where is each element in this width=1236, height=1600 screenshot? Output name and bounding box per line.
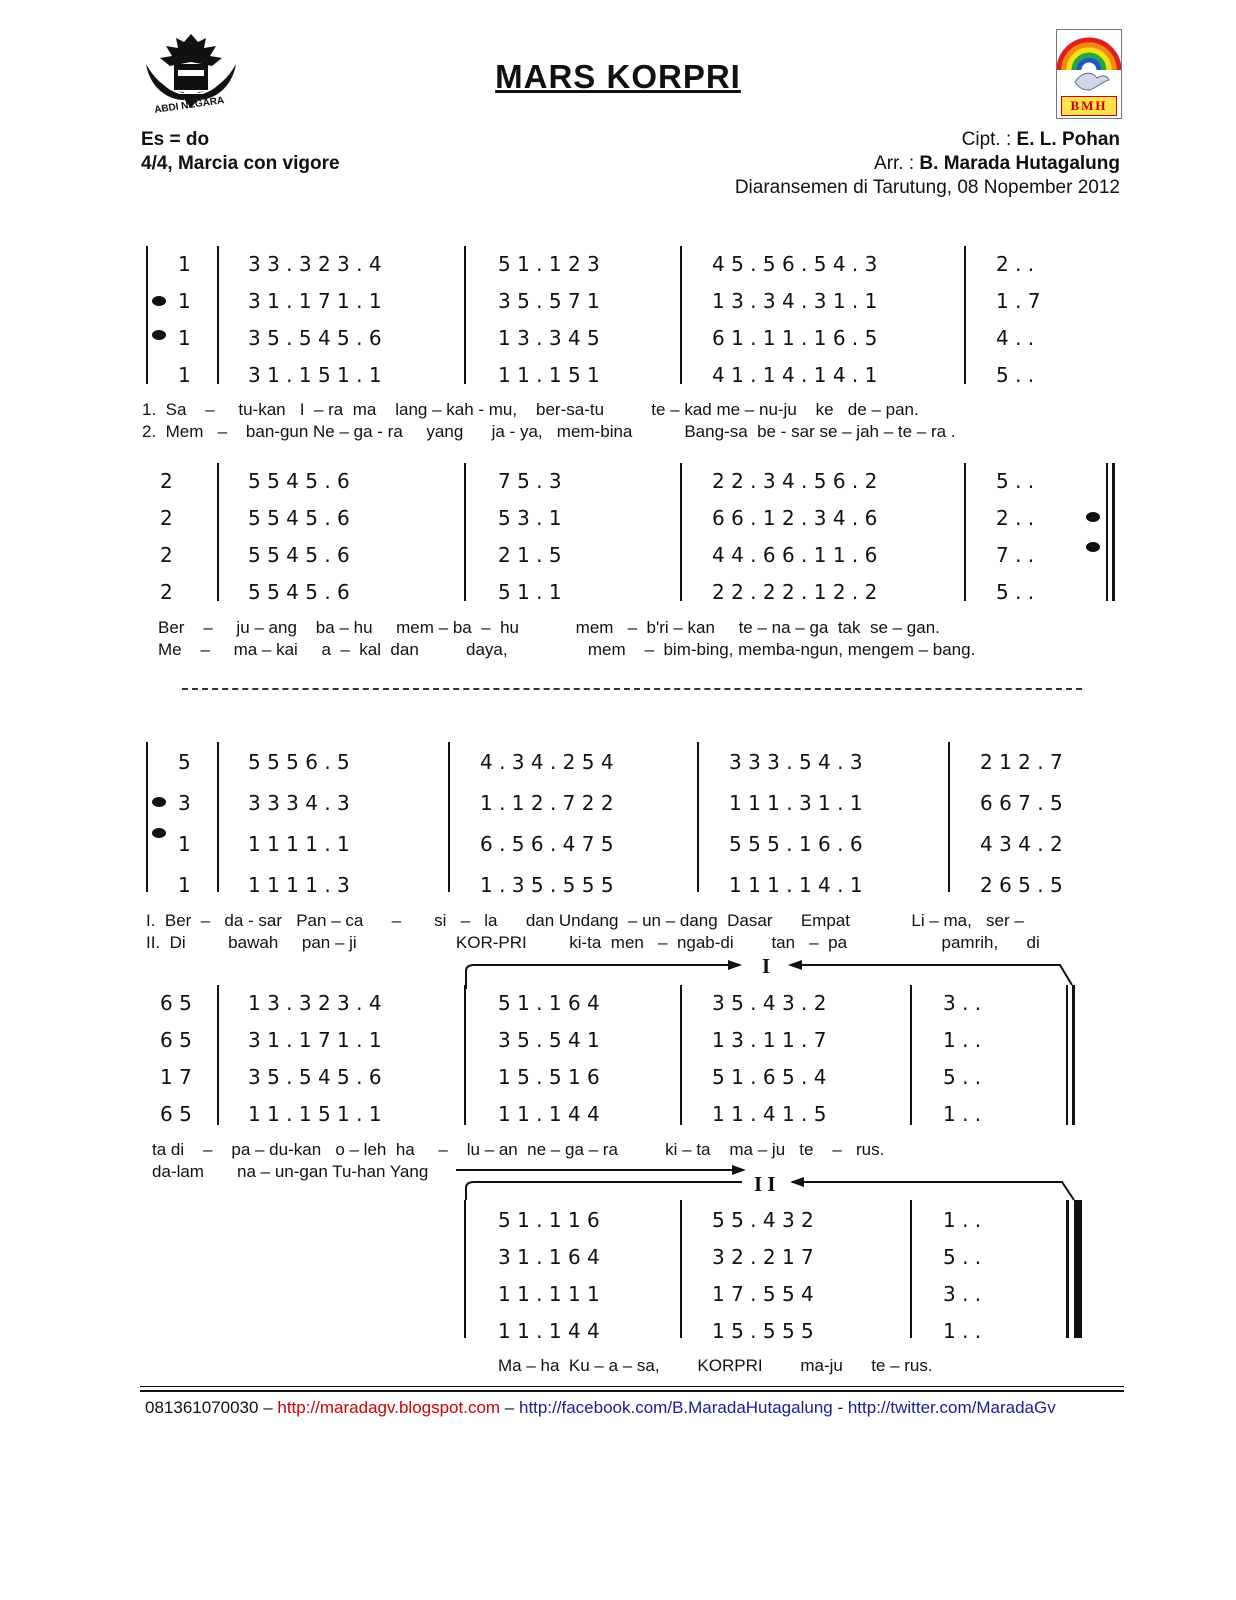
composer-credit: Cipt. : E. L. Pohan [961,129,1120,150]
measure-notes: 4 . . [996,326,1035,350]
measure-notes: 1 5 . 5 5 5 [712,1319,814,1343]
lyrics-verse-2: 2. Mem – ban-gun Ne – ga - ra yang ja - ya, mem-bina Bang-sa be - sar se – jah – te – ra . [142,422,956,441]
measure-notes: 7 . . [996,543,1035,567]
logo-bmh [1056,29,1122,119]
measure-notes: 6 6 7 . 5 [980,791,1063,815]
page-title: MARS KORPRI [495,58,741,95]
lyrics-verse-1: Ber – ju – ang ba – hu mem – ba – hu mem – b'ri – kan te – na – ga tak se – gan. [158,618,940,637]
arranger-credit: Arr. : B. Marada Hutagalung [874,153,1120,174]
measure-notes: 2 . . [996,252,1035,276]
measure-notes: 3 5 . 5 4 5 . 6 [248,1065,382,1089]
measure-notes: 5 . . [943,1065,982,1089]
measure-notes: 3 5 . 5 4 1 [498,1028,600,1052]
measure-notes: 1 5 . 5 1 6 [498,1065,600,1089]
measure-notes: 1 1 1 1 . 3 [248,873,350,897]
repeat-dot [152,797,166,807]
measure-notes: 1 . 1 2 . 7 2 2 [480,791,614,815]
separator: – [500,1398,519,1417]
measure-notes: 6 6 . 1 2 . 3 4 . 6 [712,506,878,530]
chord-col-1: 6 5 [160,1028,192,1052]
lyrics-verse-1: 1. Sa – tu-kan I – ra ma lang – kah - mu, ber-sa-tu te – kad me – nu-ju ke de – pan. [142,400,919,419]
measure-notes: 1 7 . 5 5 4 [712,1282,814,1306]
measure-notes: 3 5 . 4 3 . 2 [712,991,827,1015]
measure-notes: 5 1 . 1 6 4 [498,991,600,1015]
measure-notes: 5 1 . 1 2 3 [498,252,600,276]
twitter-link[interactable]: http://twitter.com/MaradaGv [847,1398,1056,1417]
measure-notes: 1 3 . 3 4 5 [498,326,600,350]
measure-notes: 3 . . [943,991,982,1015]
measure-notes: 1 . 7 [996,289,1041,313]
measure-notes: 6 1 . 1 1 . 1 6 . 5 [712,326,878,350]
measure-notes: 5 . . [996,580,1035,604]
measure-notes: 1 1 1 . 1 4 . 1 [729,873,863,897]
key-signature: Es = do [141,129,210,150]
measure-notes: 1 1 1 1 . 1 [248,832,350,856]
measure-notes: 3 1 . 1 5 1 . 1 [248,363,382,387]
chord-col-1: 1 [178,326,191,350]
facebook-link[interactable]: http://facebook.com/B.MaradaHutagalung [518,1398,833,1417]
measure-notes: 2 2 . 3 4 . 5 6 . 2 [712,469,878,493]
chord-col-1: 5 [178,750,191,774]
repeat-dot [1086,512,1100,522]
lyrics-verse-2: da-lam na – un-gan Tu-han Yang [152,1162,429,1181]
measure-notes: 4 1 . 1 4 . 1 4 . 1 [712,363,878,387]
measure-notes: 3 . . [943,1282,982,1306]
measure-notes: 1 . . [943,1319,982,1343]
arrangement-note: Diaransemen di Tarutung, 08 Nopember 2012 [734,177,1120,198]
measure-notes: 1 1 . 1 1 1 [498,1282,600,1306]
measure-notes: 1 3 . 1 1 . 7 [712,1028,827,1052]
measure-notes: 1 1 . 1 5 1 [498,363,600,387]
lyrics-verse-2: II. Di bawah pan – ji KOR-PRI ki-ta men – ngab-di tan – pa pamrih, di [146,933,1040,952]
measure-notes: 5 5 5 6 . 5 [248,750,350,774]
measure-notes: 4 . 3 4 . 2 5 4 [480,750,614,774]
measure-notes: 6 . 5 6 . 4 7 5 [480,832,614,856]
chord-col-1: 1 [178,873,191,897]
chord-col-1: 2 [160,543,173,567]
separator: – [258,1398,278,1417]
measure-notes: 3 3 . 3 2 3 . 4 [248,252,382,276]
measure-notes: 1 3 . 3 4 . 3 1 . 1 [712,289,878,313]
measure-notes: 1 . . [943,1102,982,1126]
measure-notes: 3 1 . 1 7 1 . 1 [248,289,382,313]
footer-contact [145,1398,1056,1418]
chord-col-1: 2 [160,580,173,604]
measure-notes: 4 4 . 6 6 . 1 1 . 6 [712,543,878,567]
measure-notes: 2 . . [996,506,1035,530]
chord-col-1: 1 [178,363,191,387]
measure-notes: 5 3 . 1 [498,506,562,530]
logo-text: ABDI NEGARA [153,95,225,116]
measure-notes: 5 1 . 1 1 6 [498,1208,600,1232]
repeat-dot [1086,542,1100,552]
measure-notes: 5 . . [996,469,1035,493]
lyrics-verse-2: Me – ma – kai a – kal dan daya, mem – bim-bing, memba-ngun, mengem – bang. [158,640,976,659]
measure-notes: 2 2 . 2 2 . 1 2 . 2 [712,580,878,604]
phone-number: 081361070030 [145,1398,259,1417]
repeat-dot [152,330,166,340]
tempo-marking: 4/4, Marcia con vigore [141,153,340,174]
lyrics-verse-1: I. Ber – da - sar Pan – ca – si – la dan Undang – un – dang Dasar Empat Li – ma, ser – [146,911,1024,930]
chord-col-1: 1 [178,289,191,313]
lyrics-verse-1: ta di – pa – du-kan o – leh ha – lu – an ne – ga – ra ki – ta ma – ju te – rus. [152,1140,885,1159]
measure-notes: 1 . . [943,1028,982,1052]
measure-notes: 5 5 5 . 1 6 . 6 [729,832,863,856]
measure-notes: 3 3 3 . 5 4 . 3 [729,750,863,774]
section-divider [182,688,1082,690]
measure-notes: 1 1 1 . 3 1 . 1 [729,791,863,815]
measure-notes: 4 5 . 5 6 . 5 4 . 3 [712,252,878,276]
chord-col-1: 1 7 [160,1065,192,1089]
measure-notes: 1 1 . 4 1 . 5 [712,1102,827,1126]
measure-notes: 3 5 . 5 4 5 . 6 [248,326,382,350]
repeat-dot [152,828,166,838]
volta-1-label: I [762,954,771,978]
measure-notes: 3 1 . 1 7 1 . 1 [248,1028,382,1052]
chord-col-1: 1 [178,832,191,856]
measure-notes: 5 1 . 1 [498,580,562,604]
measure-notes: 3 2 . 2 1 7 [712,1245,814,1269]
measure-notes: 7 5 . 3 [498,469,562,493]
measure-notes: 1 1 . 1 5 1 . 1 [248,1102,382,1126]
measure-notes: 5 5 4 5 . 6 [248,506,350,530]
measure-notes: 1 1 . 1 4 4 [498,1102,600,1126]
measure-notes: 2 1 2 . 7 [980,750,1063,774]
measure-notes: 3 1 . 1 6 4 [498,1245,600,1269]
measure-notes: 3 5 . 5 7 1 [498,289,600,313]
chord-col-1: 2 [160,506,173,530]
footer-rule [140,1386,1124,1387]
chord-col-1: 1 [178,252,191,276]
lyrics-verse-1: Ma – ha Ku – a – sa, KORPRI ma-ju te – rus. [498,1356,933,1375]
measure-notes: 5 . . [996,363,1035,387]
separator: - [832,1398,848,1417]
measure-notes: 5 1 . 6 5 . 4 [712,1065,827,1089]
measure-notes: 5 5 4 5 . 6 [248,580,350,604]
measure-notes: 1 3 . 3 2 3 . 4 [248,991,382,1015]
measure-notes: 1 1 . 1 4 4 [498,1319,600,1343]
measure-notes: 2 6 5 . 5 [980,873,1063,897]
measure-notes: 5 5 . 4 3 2 [712,1208,814,1232]
chord-col-1: 2 [160,469,173,493]
measure-notes: 3 3 3 4 . 3 [248,791,350,815]
measure-notes: 1 . 3 5 . 5 5 5 [480,873,614,897]
footer-rule [140,1390,1124,1392]
measure-notes: 5 . . [943,1245,982,1269]
bmh-badge: BMH [1061,96,1117,116]
blog-link[interactable]: http://maradagv.blogspot.com [277,1398,501,1417]
chord-col-1: 6 5 [160,991,192,1015]
chord-col-1: 3 [178,791,191,815]
measure-notes: 5 5 4 5 . 6 [248,469,350,493]
measure-notes: 4 3 4 . 2 [980,832,1063,856]
measure-notes: 1 . . [943,1208,982,1232]
chord-col-1: 6 5 [160,1102,192,1126]
measure-notes: 5 5 4 5 . 6 [248,543,350,567]
volta-2-label: I I [754,1172,776,1196]
repeat-dot [152,296,166,306]
measure-notes: 2 1 . 5 [498,543,562,567]
